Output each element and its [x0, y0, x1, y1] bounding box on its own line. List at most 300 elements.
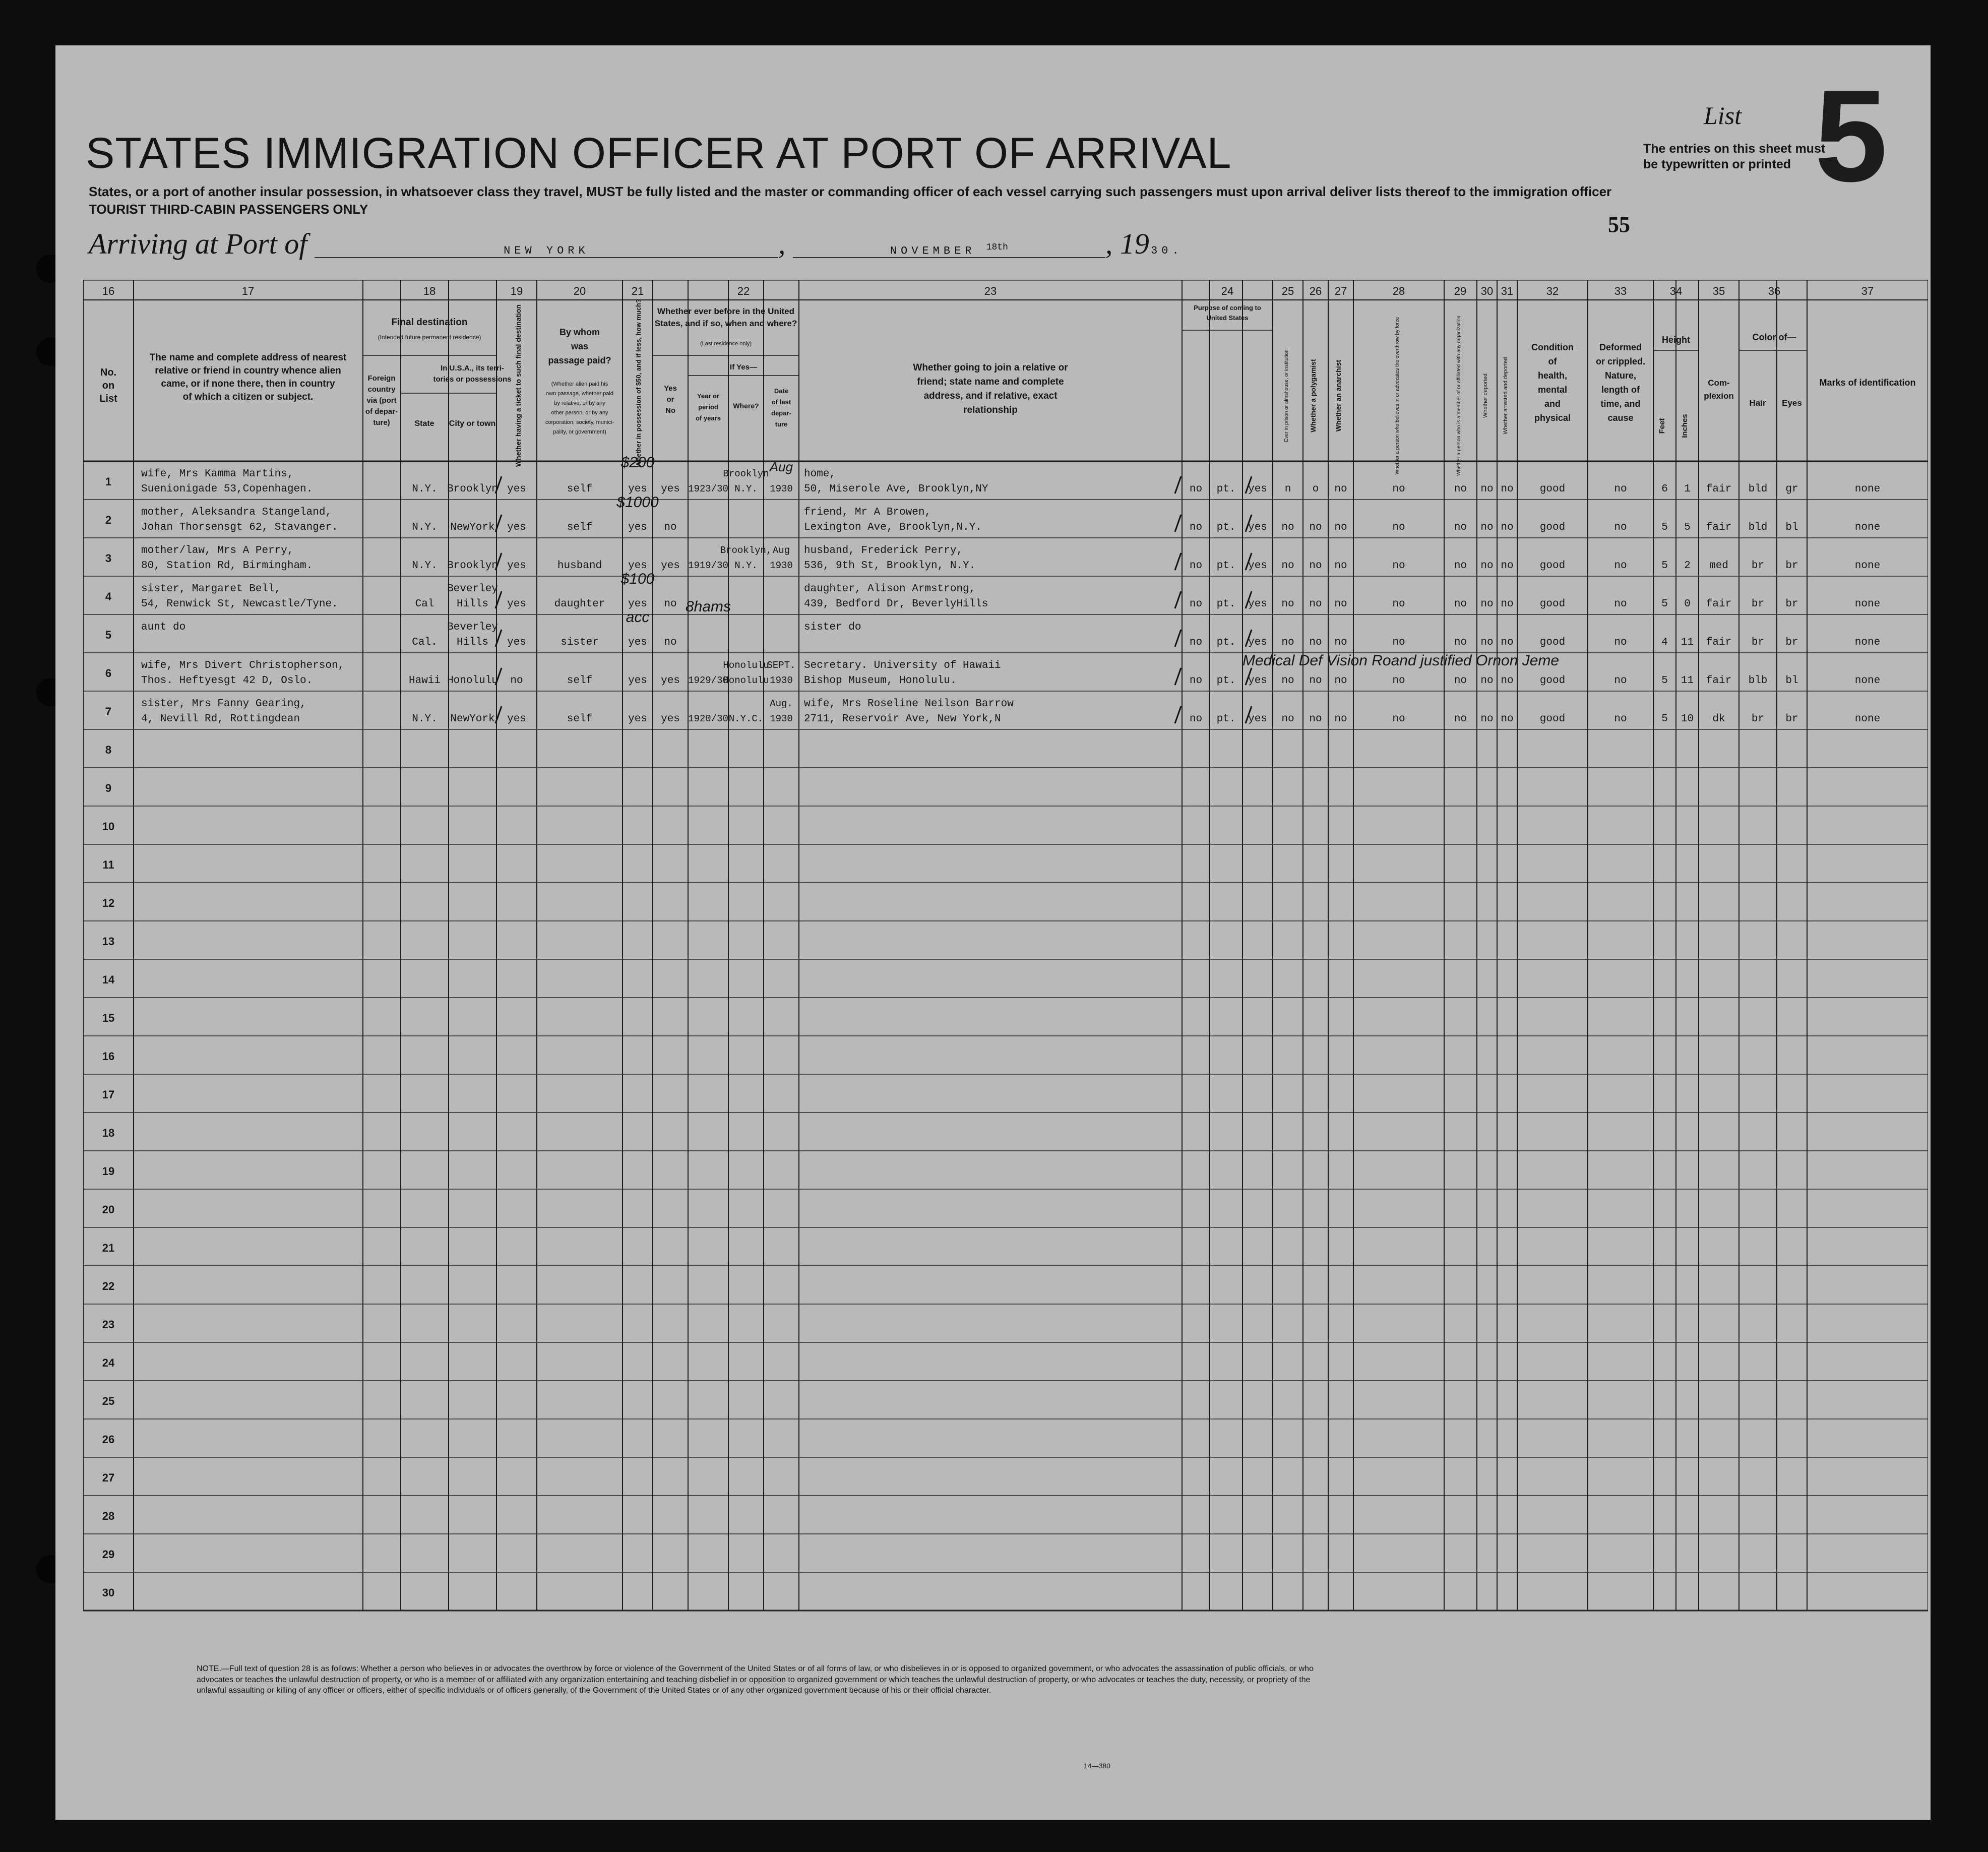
- before-yes-no: yes: [661, 560, 680, 572]
- port-field: NEW YORK: [315, 244, 778, 258]
- header-foreign-country: via (port: [366, 396, 397, 405]
- relative-address: 80, Station Rd, Birmingham.: [141, 560, 313, 572]
- value-health: good: [1539, 675, 1566, 687]
- line-number: 29: [102, 1548, 115, 1561]
- header-passage-note: own passage, whether paid: [546, 391, 613, 397]
- value-q28: no: [1392, 560, 1405, 572]
- handwritten-money-row1: $200: [620, 454, 655, 471]
- joining-address: 50, Miserole Ave, Brooklyn,NY: [804, 483, 988, 495]
- list-number: 5: [1815, 63, 1888, 209]
- value-complexion: fair: [1706, 483, 1732, 495]
- value-marks: none: [1854, 522, 1881, 533]
- relative-name: mother/law, Mrs A Perry,: [141, 545, 294, 557]
- line-number: 7: [105, 705, 112, 718]
- line-number: 13: [102, 935, 115, 948]
- value-feet: 5: [1661, 522, 1668, 533]
- handwritten-money-row2: $1000: [616, 494, 659, 511]
- header-yes-no: No: [665, 406, 675, 415]
- line-number: 9: [105, 782, 112, 794]
- header-nearest-relative: The name and complete address of nearest: [149, 352, 347, 363]
- year-suffix: 30.: [1151, 244, 1183, 257]
- value-deformed: no: [1614, 675, 1627, 687]
- line-number: 17: [102, 1088, 115, 1101]
- column-number: 27: [1334, 285, 1347, 297]
- header-yes-no: Yes: [664, 384, 677, 393]
- value-eyes: gr: [1785, 483, 1798, 495]
- header-condition: Condition: [1531, 342, 1574, 352]
- value-hair: br: [1751, 560, 1765, 572]
- value-health: good: [1539, 522, 1566, 533]
- line-number: 16: [102, 1050, 115, 1063]
- column-number: 37: [1861, 285, 1874, 297]
- header-no-on-list: No.: [100, 367, 117, 378]
- value-marks: none: [1854, 483, 1881, 495]
- header-last-residence: (Last residence only): [700, 341, 752, 347]
- value-q28: no: [1392, 598, 1405, 610]
- header-deformed: length of: [1601, 385, 1640, 395]
- dest-city: Hills: [456, 598, 489, 610]
- line-number: 24: [102, 1356, 115, 1369]
- money-value: yes: [628, 713, 647, 725]
- value-deformed: no: [1614, 713, 1627, 725]
- value-marks: none: [1854, 560, 1881, 572]
- header-deformed: cause: [1607, 413, 1634, 423]
- header-complexion: plexion: [1704, 391, 1734, 401]
- before-where: N.Y.C.: [728, 713, 764, 724]
- header-condition: mental: [1537, 385, 1568, 395]
- departure-year: 1930: [770, 713, 793, 724]
- value-q26: no: [1309, 637, 1322, 648]
- header-passage-note: by relative, or by any: [554, 400, 605, 406]
- value-q28: no: [1392, 522, 1405, 533]
- column-number: 29: [1454, 285, 1467, 297]
- value-q27: no: [1334, 522, 1347, 533]
- list-note: The entries on this sheet must be typewritten or printed: [1643, 142, 1826, 172]
- value-p2: pt.: [1216, 483, 1236, 495]
- header-inches: Inches: [1681, 414, 1689, 438]
- value-q31: no: [1501, 483, 1514, 495]
- value-q26: no: [1309, 522, 1322, 533]
- header-purpose: Purpose of coming to: [1194, 304, 1261, 312]
- passenger-class: TOURIST THIRD-CABIN PASSENGERS ONLY: [89, 202, 368, 217]
- header-q28: Whether a person who believes in or advocates the overthrow by force: [1395, 317, 1400, 475]
- header-feet: Feet: [1658, 418, 1666, 434]
- header-before-in-us: States, and if so, when and where?: [654, 319, 797, 328]
- header-q27: Whether an anarchist: [1334, 359, 1342, 432]
- dest-state: N.Y.: [412, 522, 438, 533]
- value-deformed: no: [1614, 598, 1627, 610]
- value-q29: no: [1454, 483, 1467, 495]
- column-number: 31: [1501, 285, 1514, 297]
- arrival-line: Arriving at Port of NEW YORK , NOVEMBER $^{18th}$ , 19 30.: [89, 227, 1185, 261]
- ticket-value: yes: [507, 483, 526, 495]
- joining-tick: [1175, 553, 1181, 570]
- column-number: 17: [241, 285, 255, 297]
- joining-address: Lexington Ave, Brooklyn,N.Y.: [804, 522, 982, 533]
- money-value: yes: [628, 598, 647, 610]
- value-inches: 0: [1684, 598, 1691, 610]
- sheet-number: 55: [1608, 212, 1630, 237]
- value-feet: 5: [1661, 713, 1668, 725]
- value-p2: pt.: [1216, 675, 1236, 687]
- value-q25: no: [1281, 598, 1294, 610]
- value-p1: no: [1189, 560, 1203, 572]
- joining-name: sister do: [804, 622, 861, 633]
- column-number: 36: [1768, 285, 1781, 297]
- value-q31: no: [1501, 522, 1514, 533]
- header-joining: Whether going to join a relative or: [913, 362, 1068, 373]
- header-color-of: Color of—: [1752, 332, 1796, 342]
- line-number: 15: [102, 1012, 115, 1024]
- dest-state: N.Y.: [412, 483, 438, 495]
- relative-name: mother, Aleksandra Stangeland,: [141, 507, 332, 518]
- value-q30: no: [1480, 598, 1494, 610]
- value-p3: yes: [1248, 598, 1267, 610]
- value-q28: no: [1392, 713, 1405, 725]
- value-deformed: no: [1614, 637, 1627, 648]
- line-number: 28: [102, 1510, 115, 1522]
- relative-address: 4, Nevill Rd, Rottingdean: [141, 713, 300, 725]
- dest-city: NewYork: [450, 713, 495, 725]
- line-number: 18: [102, 1127, 115, 1139]
- relative-name: sister, Mrs Fanny Gearing,: [141, 698, 306, 710]
- value-q25: no: [1281, 675, 1294, 687]
- header-joining: friend; state name and complete: [917, 377, 1064, 387]
- value-inches: 1: [1684, 483, 1691, 495]
- departure-year: 1930: [770, 675, 793, 686]
- before-yes-no: no: [664, 637, 677, 648]
- value-q30: no: [1480, 483, 1494, 495]
- value-eyes: br: [1785, 598, 1798, 610]
- value-deformed: no: [1614, 483, 1627, 495]
- column-number: 30: [1480, 285, 1494, 297]
- column-number: 20: [573, 285, 586, 297]
- value-feet: 5: [1661, 598, 1668, 610]
- value-inches: 10: [1681, 713, 1694, 725]
- header-deformed: time, and: [1600, 399, 1641, 409]
- header-q30: Whether deported: [1482, 373, 1488, 418]
- before-yes-no: yes: [661, 483, 680, 495]
- value-deformed: no: [1614, 522, 1627, 533]
- paid-by: self: [567, 483, 593, 495]
- value-eyes: bl: [1785, 675, 1798, 687]
- header-nearest-relative: came, or if none there, then in country: [161, 379, 335, 389]
- line-number: 19: [102, 1165, 115, 1178]
- line-number: 14: [102, 973, 115, 986]
- paid-by: self: [567, 713, 593, 725]
- before-year: 1923/30: [688, 483, 728, 495]
- value-feet: 4: [1661, 637, 1668, 648]
- value-p1: no: [1189, 598, 1203, 610]
- value-hair: bld: [1748, 522, 1768, 533]
- value-p3: yes: [1248, 713, 1267, 725]
- header-condition: of: [1548, 356, 1557, 366]
- header-before-in-us: Whether ever before in the United: [657, 306, 795, 316]
- header-foreign-country: of depar-: [365, 407, 398, 416]
- value-q30: no: [1480, 675, 1494, 687]
- value-marks: none: [1854, 675, 1881, 687]
- line-number: 12: [102, 897, 115, 909]
- value-q30: no: [1480, 522, 1494, 533]
- header-joining: relationship: [963, 405, 1018, 415]
- value-complexion: fair: [1706, 522, 1732, 533]
- header-no-on-list: on: [102, 380, 115, 391]
- line-number: 5: [105, 629, 112, 641]
- dest-city: Brooklyn: [447, 483, 498, 495]
- header-year-period: of years: [696, 414, 721, 422]
- manifest-sheet: [55, 45, 1931, 1820]
- header-marks: Marks of identification: [1819, 378, 1916, 388]
- header-passage: was: [571, 341, 589, 351]
- value-q27: no: [1334, 598, 1347, 610]
- money-value: yes: [628, 675, 647, 687]
- before-yes-no: no: [664, 598, 677, 610]
- value-q25: no: [1281, 713, 1294, 725]
- joining-name: Secretary. University of Hawaii: [804, 660, 1001, 671]
- value-complexion: dk: [1712, 713, 1725, 725]
- manifest-grid: [83, 280, 1928, 1636]
- value-q28: no: [1392, 675, 1405, 687]
- header-passage: By whom: [559, 327, 600, 337]
- value-q29: no: [1454, 522, 1467, 533]
- value-q26: no: [1309, 598, 1322, 610]
- relative-address: Johan Thorsensgt 62, Stavanger.: [141, 522, 338, 533]
- joining-name: home,: [804, 468, 836, 480]
- before-year: 1920/30: [688, 713, 728, 724]
- header-year-period: period: [698, 403, 718, 411]
- before-where: Honolulu: [723, 675, 769, 686]
- ticket-value: yes: [507, 560, 526, 572]
- value-p1: no: [1189, 675, 1203, 687]
- joining-name: friend, Mr A Browen,: [804, 507, 931, 518]
- header-in-usa: In U.S.A., its terri-: [441, 364, 504, 373]
- header-q31: Whether arrested and deported: [1503, 357, 1509, 435]
- header-joining: address, and if relative, exact: [923, 391, 1058, 401]
- column-number: 19: [510, 285, 523, 297]
- value-p2: pt.: [1216, 560, 1236, 572]
- before-yes-no: yes: [661, 675, 680, 687]
- joining-tick: [1175, 476, 1181, 493]
- before-where-line1: Brooklyn: [723, 468, 769, 479]
- value-q26: no: [1309, 560, 1322, 572]
- handwritten-aug: Aug: [769, 459, 793, 474]
- column-number: 21: [631, 285, 644, 297]
- handwritten-scrawl: 8hams: [685, 598, 731, 615]
- line-number: 25: [102, 1395, 115, 1407]
- value-health: good: [1539, 598, 1566, 610]
- money-value: yes: [628, 522, 647, 533]
- header-passage-note: (Whether alien paid his: [551, 381, 608, 387]
- relative-name: aunt do: [141, 622, 186, 633]
- header-if-yes: If Yes—: [730, 363, 757, 372]
- joining-address: Bishop Museum, Honolulu.: [804, 675, 957, 687]
- dest-state: Cal.: [412, 637, 438, 648]
- before-year: 1929/30: [688, 675, 728, 686]
- value-p3: yes: [1248, 522, 1267, 533]
- handwritten-money-row5: acc: [626, 609, 650, 626]
- column-number: 16: [102, 285, 115, 297]
- value-p1: no: [1189, 713, 1203, 725]
- joining-address: 2711, Reservoir Ave, New York,N: [804, 713, 1001, 725]
- value-q31: no: [1501, 675, 1514, 687]
- value-hair: bld: [1748, 483, 1768, 495]
- money-value: yes: [628, 637, 647, 648]
- header-purpose: United States: [1206, 314, 1249, 322]
- value-q25: no: [1281, 560, 1294, 572]
- value-deformed: no: [1614, 560, 1627, 572]
- departure-line1: Aug.: [770, 698, 793, 709]
- header-passage-note: other person, or by any: [551, 410, 608, 416]
- value-p3: yes: [1248, 675, 1267, 687]
- value-eyes: br: [1785, 713, 1798, 725]
- header-eyes: Eyes: [1782, 398, 1802, 408]
- value-q27: no: [1334, 637, 1347, 648]
- footnote: NOTE.—Full text of question 28 is as follows: Whether a person who believes in or advocates the overthrow by force or violence of the Government of the United States or of all forms of law, or who disbelieves in or is opposed to organized government, or who advocates the assassination of public officials, or who advocates or teaches the unlawful destruction of property, or who is a member of or affiliated with any organization entertaining and teaching disbelief in or opposition to organized government or which teaches the unlawful destruction of property, or who advocates or teaches the duty, necessity, or propriety of the unlawful assaulting or killing of any officer or officers, either of specific individuals or of officers generally, of the Government of the United States or of any other organized government because of his or their official character.: [197, 1664, 1314, 1695]
- value-q31: no: [1501, 598, 1514, 610]
- column-number: 33: [1614, 285, 1627, 297]
- column-number: 34: [1669, 285, 1683, 297]
- header-date-departure: Date: [774, 387, 789, 395]
- header-deformed: or crippled.: [1595, 356, 1646, 366]
- line-number: 26: [102, 1433, 115, 1446]
- value-q30: no: [1480, 713, 1494, 725]
- value-p2: pt.: [1216, 522, 1236, 533]
- value-eyes: bl: [1785, 522, 1798, 533]
- value-q27: no: [1334, 713, 1347, 725]
- value-p3: yes: [1248, 560, 1267, 572]
- departure-line1: Aug: [772, 545, 790, 556]
- value-q29: no: [1454, 675, 1467, 687]
- joining-name: daughter, Alison Armstrong,: [804, 583, 976, 595]
- header-where: Where?: [733, 402, 759, 410]
- header-in-usa: tories or possessions: [433, 375, 512, 384]
- header-date-departure: of last: [771, 398, 791, 406]
- value-complexion: med: [1709, 560, 1728, 572]
- joining-tick: [1175, 591, 1181, 608]
- value-q29: no: [1454, 637, 1467, 648]
- header-year-period: Year or: [697, 392, 720, 400]
- manifest-table: [83, 280, 1928, 1636]
- value-p3: yes: [1248, 483, 1267, 495]
- column-number: 25: [1281, 285, 1294, 297]
- dest-state: N.Y.: [412, 713, 438, 725]
- value-inches: 11: [1681, 637, 1694, 648]
- header-final-destination-note: (Intended future permanent residence): [378, 334, 481, 341]
- value-q25: n: [1284, 483, 1291, 495]
- value-complexion: fair: [1706, 637, 1732, 648]
- header-deformed: Nature,: [1604, 371, 1637, 381]
- joining-name: husband, Frederick Perry,: [804, 545, 963, 557]
- value-q25: no: [1281, 637, 1294, 648]
- year-prefix: 19: [1120, 227, 1149, 260]
- header-city: City or town: [449, 419, 496, 428]
- arrival-prefix: Arriving at Port of: [89, 227, 307, 260]
- dest-city-line1: Beverley: [447, 583, 498, 595]
- dest-state: Hawii: [408, 675, 441, 687]
- dest-city: NewYork: [450, 522, 495, 533]
- header-q25: Ever in prison or almshouse, or institution: [1284, 349, 1289, 442]
- form-number: 14—380: [1084, 1762, 1110, 1770]
- dest-city: Hills: [456, 637, 489, 648]
- line-number: 20: [102, 1203, 115, 1216]
- header-height: Height: [1662, 335, 1690, 345]
- handwritten-row6-remarks: Medical Def Vision Roand justified Ornon Jeme: [1242, 652, 1560, 669]
- paid-by: daughter: [554, 598, 605, 610]
- joining-address: 536, 9th St, Brooklyn, N.Y.: [804, 560, 976, 572]
- header-money: Whether in possession of $50, and if less, how much?: [635, 299, 642, 467]
- value-eyes: br: [1785, 637, 1798, 648]
- header-condition: and: [1544, 399, 1561, 409]
- value-hair: br: [1751, 598, 1765, 610]
- value-q31: no: [1501, 637, 1514, 648]
- paid-by: husband: [557, 560, 602, 572]
- header-q26: Whether a polygamist: [1309, 359, 1317, 433]
- value-feet: 6: [1661, 483, 1668, 495]
- ticket-value: yes: [507, 598, 526, 610]
- header-passage-note: pality, or government): [553, 429, 606, 435]
- list-label: List: [1704, 101, 1742, 130]
- value-q28: no: [1392, 637, 1405, 648]
- header-nearest-relative: of which a citizen or subject.: [182, 392, 314, 402]
- header-date-departure: depar-: [771, 409, 791, 417]
- line-number: 23: [102, 1318, 115, 1331]
- handwritten-money-row4: $100: [620, 571, 655, 587]
- joining-tick: [1175, 630, 1181, 647]
- before-where: N.Y.: [734, 483, 758, 495]
- paid-by: self: [567, 675, 593, 687]
- line-number: 1: [105, 475, 112, 488]
- value-inches: 2: [1684, 560, 1691, 572]
- relative-address: Thos. Heftyesgt 42 D, Oslo.: [141, 675, 313, 687]
- value-marks: none: [1854, 713, 1881, 725]
- column-number: 23: [984, 285, 997, 297]
- value-q27: no: [1334, 483, 1347, 495]
- value-health: good: [1539, 483, 1566, 495]
- departure-year: 1930: [770, 483, 793, 495]
- dest-state: N.Y.: [412, 560, 438, 572]
- column-number: 18: [423, 285, 436, 297]
- value-q31: no: [1501, 713, 1514, 725]
- header-final-destination: Final destination: [391, 317, 468, 328]
- value-health: good: [1539, 713, 1566, 725]
- line-number: 21: [102, 1242, 115, 1254]
- value-complexion: fair: [1706, 675, 1732, 687]
- value-q29: no: [1454, 598, 1467, 610]
- value-p1: no: [1189, 637, 1203, 648]
- before-where-line1: Brooklyn,: [720, 545, 772, 556]
- value-feet: 5: [1661, 560, 1668, 572]
- departure-year: 1930: [770, 560, 793, 571]
- dest-city: Honolulu: [447, 675, 498, 687]
- header-no-on-list: List: [99, 393, 117, 404]
- value-hair: br: [1751, 713, 1765, 725]
- value-feet: 5: [1661, 675, 1668, 687]
- line-number: 30: [102, 1586, 115, 1599]
- ticket-value: no: [510, 675, 523, 687]
- header-ticket: Whether having a ticket to such final destination: [514, 304, 522, 467]
- relative-name: wife, Mrs Divert Christopherson,: [141, 660, 345, 671]
- value-inches: 11: [1681, 675, 1694, 687]
- relative-address: 54, Renwick St, Newcastle/Tyne.: [141, 598, 338, 610]
- joining-tick: [1175, 706, 1181, 723]
- header-condition: health,: [1537, 371, 1568, 381]
- line-number: 10: [102, 820, 115, 833]
- ticket-value: yes: [507, 522, 526, 533]
- value-p3: yes: [1248, 637, 1267, 648]
- value-q26: no: [1309, 713, 1322, 725]
- header-state: State: [414, 419, 434, 428]
- header-q29: Whether a person who is a member of or affiliated with any organization: [1456, 316, 1462, 476]
